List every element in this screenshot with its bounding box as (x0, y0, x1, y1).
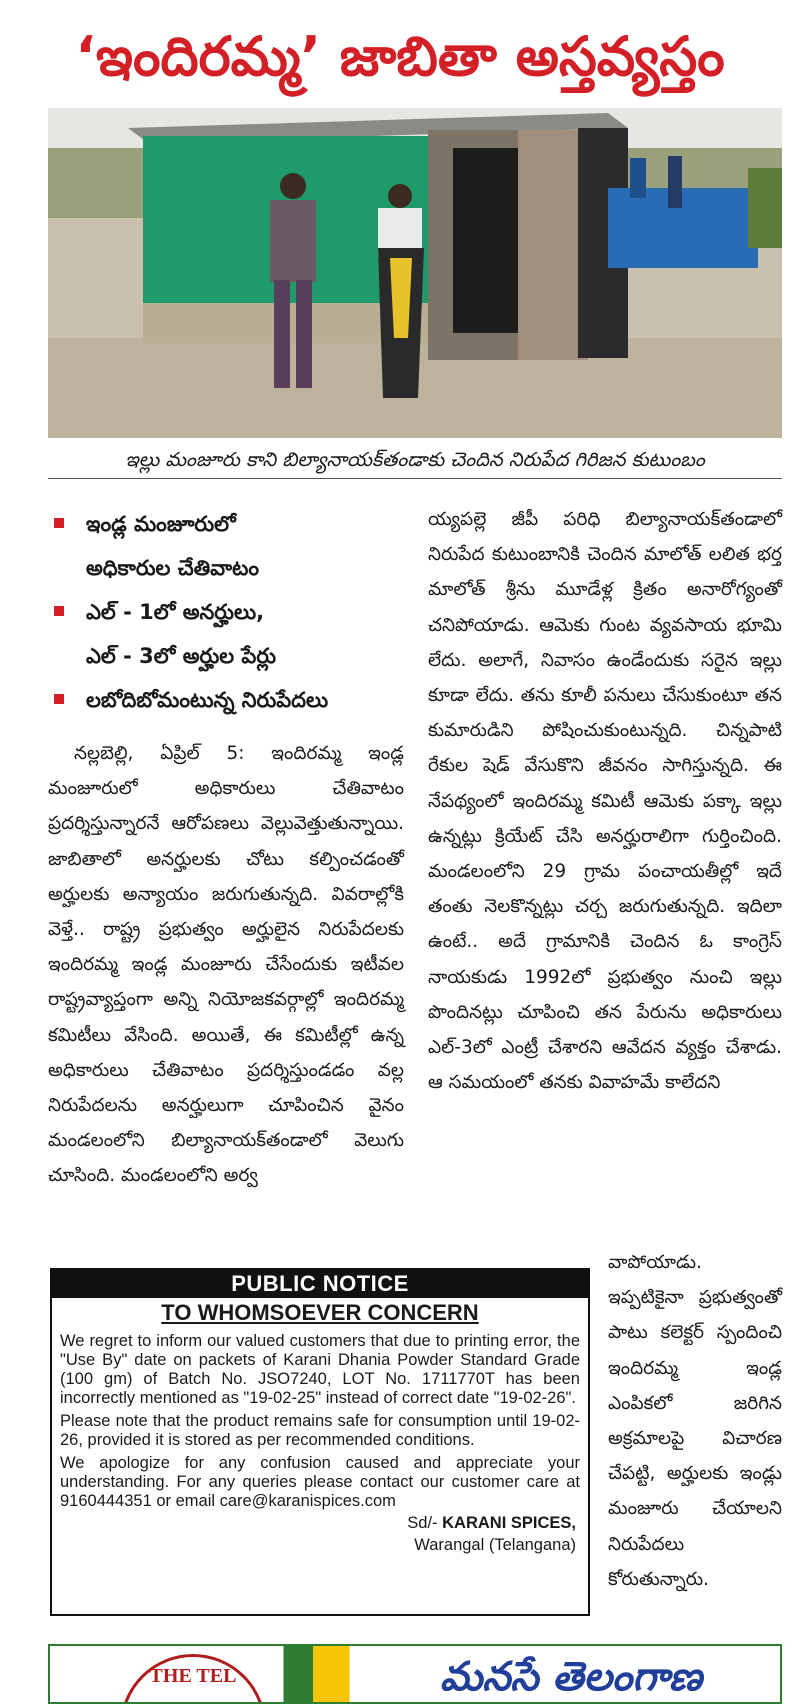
bullet-line: ఎల్‌ - 1లో అనర్హులు, (86, 600, 265, 624)
photo-caption: ఇల్లు మంజూరు కాని బిల్యానాయక్‌తండాకు చెందిన నిరుపేద గిరిజన కుటుంబం (125, 448, 705, 471)
notice-title: PUBLIC NOTICE (52, 1270, 588, 1298)
article-paragraph: య్యపల్లె జీపీ పరిధి బిల్యానాయక్‌తండాలో నిరుపేద కుటుంబానికి చెందిన మాలోత్‌ లలిత భర్త మాలోత్‌ శ్రీను మూడేళ్ల క్రితం అనారోగ్యంతో చనిపోయాడు. ఆమెకు గుంట వ్యవసాయ భూమి లేదు. అలాగే, నివాసం ఉండేందుకు సరైన ఇల్లు కూడా లేదు. తను కూలీ పనులు చేసుకుంటూ తన కుమారుడిని పోషించుకుంటున్నది. చిన్నపాటి రేకుల షెడ్‌ వేసుకొని జీవనం సాగిస్తున్నది. ఈ నేపథ్యంలో ఇందిరమ్మ కమిటీ ఆమెకు పక్కా ఇల్లు ఉన్నట్లు క్రియేట్‌ చేసి అనర్హురాలిగా గుర్తించింది. మండలంలోని 29 గ్రామ పంచాయతీల్లో ఇదే తంతు నెలకొన్నట్లు చర్చ జరుగుతున్నది. ఇదిలా ఉంటే.. అదే గ్రామానికి చెందిన ఓ కాంగ్రెస్‌ నాయకుడు 1992లో ప్రభుత్వం నుంచి ఇల్లు పొందినట్లు చూపించి తన పేరును అధికారులు ఎల్‌-3లో ఎంట్రీ చేశారని ఆవేదన వ్యక్తం చేశాడు. ఆ సమయంలో తనకు వివాహమే కాలేదని (428, 509, 782, 1094)
signature-prefix: Sd/- (407, 1514, 443, 1532)
article-left-column (48, 736, 404, 1194)
article-right-column (428, 502, 782, 1100)
notice-paragraph: We apologize for any confusion caused and appreciate your understanding. For any queries please contact our customer care at 9160444351 or email care@karanispices.com (60, 1454, 580, 1510)
notice-signature (52, 1513, 576, 1533)
public-notice-box (50, 1268, 590, 1616)
advertisement-banner (48, 1644, 782, 1704)
ad-brand-text: మనసే తెలంగాణ (440, 1654, 703, 1700)
caption-divider (48, 478, 782, 479)
bullet-item (48, 590, 408, 678)
bullet-square-icon (54, 606, 64, 616)
article-paragraph: వాపోయాడు. ఇప్పటికైనా ప్రభుత్వంతో పాటు కలెక్టర్‌ స్పందించి ఇందిరమ్మ ఇండ్ల ఎంపికలో జరిగిన అక్రమాలపై విచారణ చేపట్టి, అర్హులకు ఇండ్లు మంజూరు చేయాలని నిరుపేదలు కోరుతున్నారు. (608, 1252, 782, 1590)
notice-signature-place: Warangal (Telangana) (414, 1536, 576, 1554)
notice-paragraph: Please note that the product remains safe for consumption until 19-02-26, provided it is stored as per recommended conditions. (60, 1412, 580, 1449)
notice-paragraph: We regret to inform our valued customers that due to printing error, the "Use By" date on packets of Karani Dhania Powder Standard Grade (100 gm) of Batch No. JSO7240, LOT No. 1711770T has been incorrectly mentioned as "19-02-25" instead of correct date "19-02-26". (60, 1332, 580, 1407)
notice-subtitle: TO WHOMSOEVER CONCERN (161, 1300, 479, 1325)
bullet-square-icon (54, 518, 64, 528)
signature-name: KARANI SPICES, (442, 1514, 576, 1532)
bullet-square-icon (54, 694, 64, 704)
bullet-line: ఎల్‌ - 3లో అర్హుల పేర్లు (86, 644, 277, 668)
bullet-line: లబోదిబోమంటున్న నిరుపేదలు (86, 688, 329, 712)
highlight-bullets (48, 502, 408, 722)
bullet-item (48, 502, 408, 590)
article-narrow-column (608, 1245, 782, 1597)
news-photo (48, 108, 782, 438)
headline: ‘ఇందిరమ్మ’ జాబితా అస్తవ్యస్తం (75, 25, 725, 88)
emblem-seal-icon (120, 1654, 266, 1704)
bullet-item (48, 678, 408, 722)
previous-article-strip (0, 0, 800, 14)
article-paragraph: నల్లబెల్లి, ఏప్రిల్‌ 5: ఇందిరమ్మ ఇండ్ల మంజూరులో అధికారులు చేతివాటం ప్రదర్శిస్తున్నారనే ఆరోపణలు వెల్లువెత్తుతున్నాయి. జాబితాలో అనర్హులకు చోటు కల్పించడంతో అర్హులకు అన్యాయం జరుగుతున్నది. వివరాల్లోకి వెళ్తే.. రాష్ట్ర ప్రభుత్వం అర్హులైన నిరుపేదలకు ఇందిరమ్మ ఇండ్ల మంజూరు చేసేందుకు ఇటీవల రాష్ట్రవ్యాప్తంగా అన్ని నియోజకవర్గాల్లో ఇందిరమ్మ కమిటీలు వేసింది. అయితే, ఈ కమిటీల్లో ఉన్న అధికారులు చేతివాటం ప్రదర్శిస్తుండడం వల్ల నిరుపేదలను అనర్హులుగా చూపించిన వైనం మండలంలోని బిల్యానాయక్‌తండాలో వెలుగు చూసింది. మండలంలోని అర్వ (48, 743, 404, 1187)
bullet-line: అధికారుల చేతివాటం (86, 556, 260, 580)
seal-text: THE TEL (149, 1665, 237, 1687)
bullet-line: ఇండ్ల మంజూరులో (86, 512, 236, 536)
